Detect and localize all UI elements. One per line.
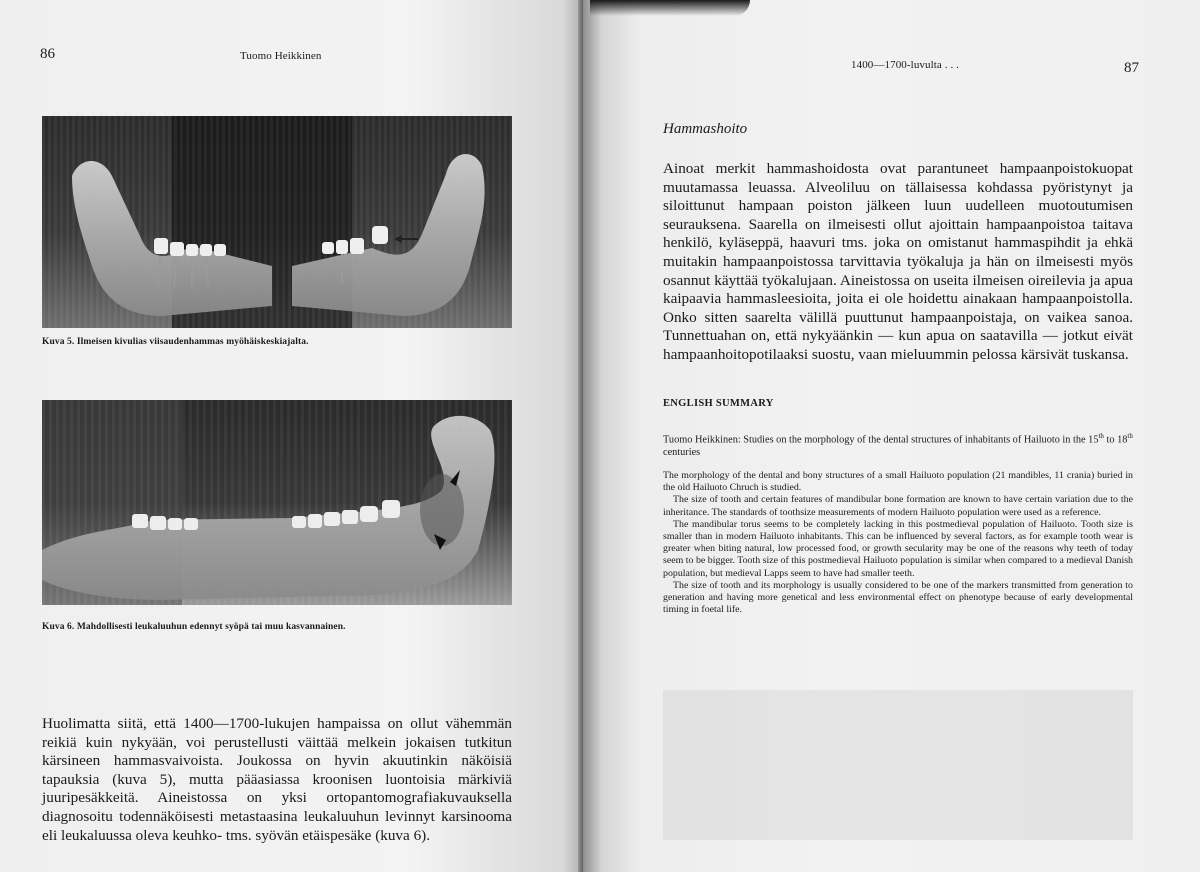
summary-author-line [663, 430, 1133, 459]
page-top-shadow [590, 0, 750, 16]
xray-image-kuva-5 [42, 116, 512, 328]
left-page-number: 86 [40, 46, 55, 62]
xray-image-kuva-6 [42, 400, 512, 605]
left-running-head: Tuomo Heikkinen [240, 50, 322, 62]
summary-body [663, 470, 1133, 616]
left-page [0, 0, 586, 872]
summary-paragraph-4: The size of tooth and its morphology is usually considered to be one of the markers transmitted from generation to generation and having more genetical and less environmental effect on phenotype because of early developmental timing in foetal life. [663, 579, 1133, 616]
summary-paragraph-3: The mandibular torus seems to be completely lacking in this postmedieval population of Hailuoto. Tooth size is smaller than in modern Hailuoto inhabitants. This can be influenced by several factors, as for example tooth wear is greater when biting natural, low processed food, or growth secularity may be one of the reasons why teeth of today seem to be bigger. Tooth size of this postmedieval Hailuoto population is similar when compared to a medieval Danish population, but medieval Lapps seem to have had smaller teeth. [663, 518, 1133, 579]
right-page [583, 0, 1200, 872]
summary-heading: ENGLISH SUMMARY [663, 398, 774, 409]
right-running-head: 1400—1700-luvulta . . . [851, 59, 960, 71]
figure-caption-kuva-5: Kuva 5. Ilmeisen kivulias viisaudenhammas myöhäiskeskiajalta. [42, 337, 309, 347]
left-paragraph: Huolimatta siitä, että 1400—1700-lukujen hampaissa on ollut vähemmän reikiä kuin nykyään, voi perustellusti väittää melkein jokaisen tutkitun kärsineen hammasvaivoista. Joukossa on hyvin akuutinkin näköisiä tapauksia (kuva 5), mutta pääasiassa kroonisen luontoisia märkiviä juuripesäkkeitä. Aineistossa on yksi ortopantomografiakuvauksella diagnosoitu todennäköisesti metastaasina leukaluuhun levinnyt karsinooma eli leukaluussa oleva keuhko- tms. syövän etäispesäke (kuva 6). [42, 715, 512, 844]
section-title: Hammashoito [663, 121, 748, 137]
summary-author-text-b: to 18 [1103, 434, 1128, 446]
show-through-shadow [663, 690, 1133, 840]
right-paragraph: Ainoat merkit hammashoidosta ovat parantuneet hampaanpoistokuopat muutamassa leuassa. Alveoliluu on tällaisessa kohdassa pyöristynyt ja siloittunut hampaan poiston jälkeen luun uudelleen muotoutumisen seurauksena. Saarella on ilmeisesti ollut ajoittain hampaanpoistoa taitava henkilö, kyläseppä, haavuri tms. joka on omistanut hammaspihdit ja ehkä muitakin hampaanpoistossa tarvittavia työkaluja ja hän on ilmeisesti myös osannut käyttää työkalujaan. Aineistossa on useita ilmeisen oireilevia ja apua kaipaavia hammasleesioita, joita ei ole hoidettu ainakaan hampaanpoistolla. Onko sitten saarelta välillä puuttunut hampaanpoistaja, on vaikea sanoa. Tunnettuahan on, että nykyäänkin — kun apua on saatavilla — jotkut eivät hampaanhoitopotilaaksi suostu, vaan mieluummin pelossa kärsivät tuskansa. [663, 160, 1133, 363]
right-page-number: 87 [1124, 60, 1139, 76]
summary-paragraph-1: The morphology of the dental and bony structures of a small Hailuoto population (21 mandibles, 11 crania) buried in the old Hailuoto Chruch is studied. [663, 470, 1133, 494]
summary-sup-b: th [1127, 432, 1133, 440]
left-body-text [42, 715, 512, 845]
summary-sup-a: th [1098, 432, 1104, 440]
summary-author-text-c: centuries [663, 447, 701, 459]
right-body-text [663, 160, 1133, 365]
figure-caption-kuva-6: Kuva 6. Mahdollisesti leukaluuhun edennyt syöpä tai muu kasvannainen. [42, 622, 346, 632]
summary-author-text-a: Tuomo Heikkinen: Studies on the morphology of the dental structures of inhabitants of Hailuoto in the 15 [663, 434, 1099, 446]
summary-paragraph-2: The size of tooth and certain features of mandibular bone formation are known to have certain variation due to the inheritance. The standards of toothsize measurements of modern Hailuoto population were used as a reference. [663, 494, 1133, 518]
